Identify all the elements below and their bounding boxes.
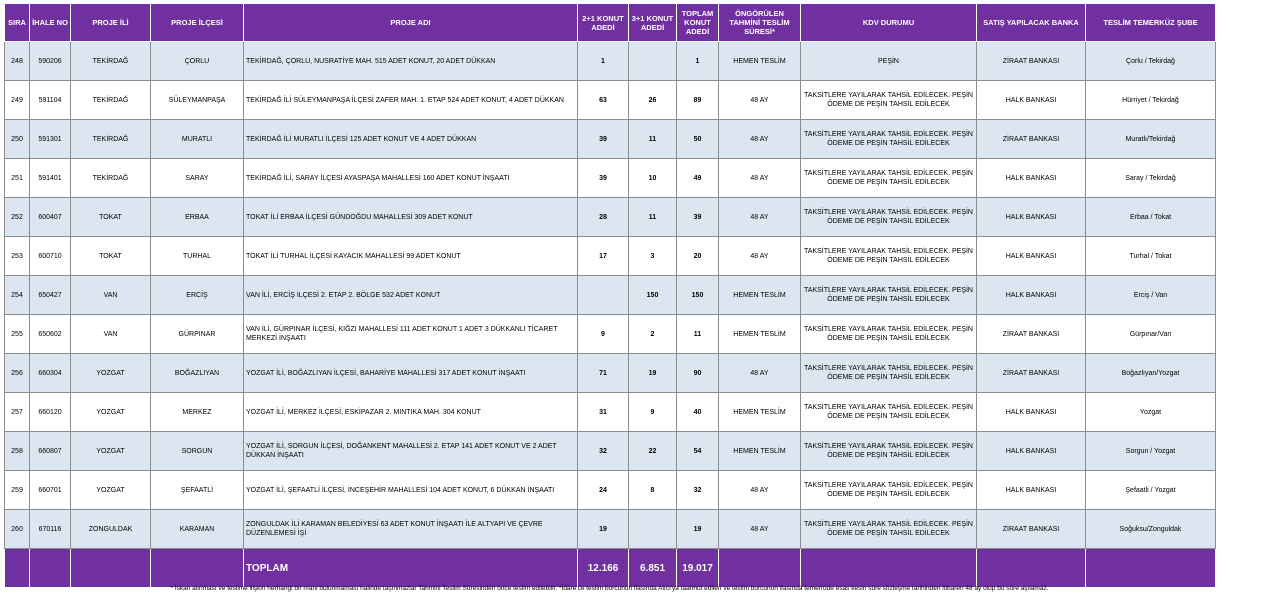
cell-konut-3-1: 26 <box>629 81 677 120</box>
cell-sira: 250 <box>5 120 30 159</box>
cell-ihale-no: 660701 <box>30 471 71 510</box>
cell-konut-3-1: 9 <box>629 393 677 432</box>
cell-toplam-konut: 39 <box>677 198 719 237</box>
header-ihale-no[interactable]: İHALE NO <box>30 4 71 42</box>
cell-kdv-durumu: TAKSİTLERE YAYILARAK TAHSİL EDİLECEK. PEŞİN ÖDEME DE PEŞİN TAHSİL EDİLECEK <box>801 237 977 276</box>
cell-ihale-no: 600407 <box>30 198 71 237</box>
cell-ihale-no: 670116 <box>30 510 71 549</box>
cell-teslim-sube: Yozgat <box>1086 393 1216 432</box>
cell-proje-adi: ZONGULDAK İLİ KARAMAN BELEDİYESİ 63 ADET KONUT İNŞAATI İLE ALTYAPI VE ÇEVRE DÜZENLEMESİ İŞİ <box>244 510 578 549</box>
cell-konut-3-1: 19 <box>629 354 677 393</box>
cell-ihale-no: 600710 <box>30 237 71 276</box>
header-satis-banka[interactable]: SATIŞ YAPILACAK BANKA <box>977 4 1086 42</box>
cell-proje-ilcesi: MERKEZ <box>151 393 244 432</box>
cell-teslim-suresi: 48 AY <box>719 354 801 393</box>
cell-satis-banka: HALK BANKASI <box>977 432 1086 471</box>
cell-konut-2-1: 39 <box>578 159 629 198</box>
cell-kdv-durumu: TAKSİTLERE YAYILARAK TAHSİL EDİLECEK. PEŞİN ÖDEME DE PEŞİN TAHSİL EDİLECEK <box>801 120 977 159</box>
cell-teslim-sube: Muratlı/Tekirdağ <box>1086 120 1216 159</box>
cell-konut-2-1: 39 <box>578 120 629 159</box>
cell-proje-ili: YOZGAT <box>71 432 151 471</box>
cell-teslim-sube: Gürpınar/Van <box>1086 315 1216 354</box>
cell-sira: 258 <box>5 432 30 471</box>
cell-konut-3-1: 11 <box>629 120 677 159</box>
total-cell-blank <box>1086 549 1216 588</box>
cell-proje-ili: TEKİRDAĞ <box>71 159 151 198</box>
cell-kdv-durumu: TAKSİTLERE YAYILARAK TAHSİL EDİLECEK. PEŞİN ÖDEME DE PEŞİN TAHSİL EDİLECEK <box>801 315 977 354</box>
cell-teslim-sube: Hürriyet / Tekirdağ <box>1086 81 1216 120</box>
cell-proje-ilcesi: ERBAA <box>151 198 244 237</box>
cell-proje-ili: VAN <box>71 276 151 315</box>
cell-konut-2-1: 17 <box>578 237 629 276</box>
cell-satis-banka: ZİRAAT BANKASI <box>977 42 1086 81</box>
cell-ihale-no: 591104 <box>30 81 71 120</box>
table-body <box>5 42 1216 549</box>
cell-proje-ilcesi: ŞEFAATLİ <box>151 471 244 510</box>
cell-satis-banka: HALK BANKASI <box>977 159 1086 198</box>
cell-satis-banka: HALK BANKASI <box>977 393 1086 432</box>
cell-konut-2-1: 24 <box>578 471 629 510</box>
cell-satis-banka: ZİRAAT BANKASI <box>977 315 1086 354</box>
cell-konut-3-1 <box>629 510 677 549</box>
cell-kdv-durumu: PEŞİN <box>801 42 977 81</box>
cell-konut-3-1: 2 <box>629 315 677 354</box>
cell-kdv-durumu: TAKSİTLERE YAYILARAK TAHSİL EDİLECEK. PEŞİN ÖDEME DE PEŞİN TAHSİL EDİLECEK <box>801 159 977 198</box>
cell-sira: 249 <box>5 81 30 120</box>
total-cell-blank <box>977 549 1086 588</box>
cell-konut-2-1: 19 <box>578 510 629 549</box>
header-sira[interactable]: SIRA <box>5 4 30 42</box>
cell-toplam-konut: 89 <box>677 81 719 120</box>
cell-konut-3-1: 11 <box>629 198 677 237</box>
total-cell-blank <box>151 549 244 588</box>
table-row[interactable] <box>5 120 1216 159</box>
cell-teslim-suresi: 48 AY <box>719 198 801 237</box>
cell-konut-2-1: 32 <box>578 432 629 471</box>
cell-satis-banka: HALK BANKASI <box>977 81 1086 120</box>
cell-proje-adi: YOZGAT İLİ, BOĞAZLIYAN İLÇESİ, BAHARİYE MAHALLESİ 317 ADET KONUT İNŞAATI <box>244 354 578 393</box>
cell-satis-banka: ZİRAAT BANKASI <box>977 120 1086 159</box>
header-row <box>5 4 1216 42</box>
cell-teslim-sube: Erciş / Van <box>1086 276 1216 315</box>
cell-ihale-no: 591401 <box>30 159 71 198</box>
cell-proje-ilcesi: SORGUN <box>151 432 244 471</box>
cell-proje-adi: TEKİRDAĞ İLİ MURATLI İLÇESİ 125 ADET KONUT VE 4 ADET DÜKKAN <box>244 120 578 159</box>
cell-toplam-konut: 150 <box>677 276 719 315</box>
cell-kdv-durumu: TAKSİTLERE YAYILARAK TAHSİL EDİLECEK. PEŞİN ÖDEME DE PEŞİN TAHSİL EDİLECEK <box>801 198 977 237</box>
cell-sira: 260 <box>5 510 30 549</box>
total-row <box>5 549 1216 588</box>
cell-teslim-sube: Sorgun / Yozgat <box>1086 432 1216 471</box>
footnote: * İskan alınması ve teslime ilişkin herhangi bir mani bulunmaması halinde taşınmazlar Tahmini Teslim Süresinden önce teslim edilebilir. *İdare'ce teslim borcunun ifasında Alıcı'ya taahhüt edilen ve teslim borcunun ifasında temerrüde esas kesin süre sözleşme tarihinden itibaren 48 ay olup bu süre aşılamaz. <box>170 585 1049 592</box>
header-proje-ilcesi[interactable]: PROJE İLÇESİ <box>151 4 244 42</box>
cell-proje-adi: YOZGAT İLİ, ŞEFAATLİ İLÇESİ, İNCEŞEHİR MAHALLESİ 104 ADET KONUT, 6 DÜKKAN İNŞAATI <box>244 471 578 510</box>
cell-toplam-konut: 90 <box>677 354 719 393</box>
cell-satis-banka: ZİRAAT BANKASI <box>977 354 1086 393</box>
cell-proje-adi: TEKİRDAĞ İLİ, SARAY İLÇESİ AYASPAŞA MAHALLESİ 160 ADET KONUT İNŞAATI <box>244 159 578 198</box>
cell-konut-2-1: 1 <box>578 42 629 81</box>
total-cell-blank <box>719 549 801 588</box>
cell-sira: 259 <box>5 471 30 510</box>
cell-sira: 257 <box>5 393 30 432</box>
cell-kdv-durumu: TAKSİTLERE YAYILARAK TAHSİL EDİLECEK. PEŞİN ÖDEME DE PEŞİN TAHSİL EDİLECEK <box>801 81 977 120</box>
cell-proje-adi: VAN İLİ, GÜRPINAR İLÇESİ, KIĞZI MAHALLESİ 111 ADET KONUT 1 ADET 3 DÜKKANLI TİCARET MERKEZİ İNŞAATI <box>244 315 578 354</box>
table-row[interactable] <box>5 510 1216 549</box>
projects-table <box>4 3 1216 588</box>
cell-proje-ilcesi: SÜLEYMANPAŞA <box>151 81 244 120</box>
header-teslim-sube[interactable]: TESLİM TEMERKÜZ ŞUBE <box>1086 4 1216 42</box>
total-cell-blank <box>801 549 977 588</box>
table-row[interactable] <box>5 393 1216 432</box>
cell-teslim-suresi: 48 AY <box>719 120 801 159</box>
cell-teslim-sube: Çorlu / Tekirdağ <box>1086 42 1216 81</box>
cell-proje-ilcesi: TURHAL <box>151 237 244 276</box>
housing-projects-sheet <box>4 3 1215 588</box>
cell-proje-ili: YOZGAT <box>71 471 151 510</box>
cell-sira: 256 <box>5 354 30 393</box>
cell-kdv-durumu: TAKSİTLERE YAYILARAK TAHSİL EDİLECEK. PEŞİN ÖDEME DE PEŞİN TAHSİL EDİLECEK <box>801 471 977 510</box>
cell-teslim-suresi: 48 AY <box>719 81 801 120</box>
cell-proje-adi: TEKİRDAĞ, ÇORLU, NUSRATİYE MAH. 515 ADET KONUT, 20 ADET DÜKKAN <box>244 42 578 81</box>
table-header <box>5 4 1216 42</box>
cell-teslim-suresi: HEMEN TESLİM <box>719 393 801 432</box>
cell-proje-adi: VAN İLİ, ERCİŞ İLÇESİ 2. ETAP 2. BÖLGE 532 ADET KONUT <box>244 276 578 315</box>
cell-teslim-suresi: 48 AY <box>719 510 801 549</box>
cell-konut-3-1: 22 <box>629 432 677 471</box>
cell-proje-ilcesi: ERCİŞ <box>151 276 244 315</box>
cell-konut-3-1: 150 <box>629 276 677 315</box>
table-row[interactable] <box>5 198 1216 237</box>
cell-satis-banka: HALK BANKASI <box>977 237 1086 276</box>
cell-toplam-konut: 40 <box>677 393 719 432</box>
cell-sira: 252 <box>5 198 30 237</box>
cell-konut-2-1: 9 <box>578 315 629 354</box>
cell-teslim-suresi: HEMEN TESLİM <box>719 42 801 81</box>
cell-teslim-suresi: 48 AY <box>719 237 801 276</box>
cell-proje-ili: TEKİRDAĞ <box>71 42 151 81</box>
cell-teslim-sube: Soğuksu/Zonguldak <box>1086 510 1216 549</box>
cell-ihale-no: 660304 <box>30 354 71 393</box>
cell-proje-adi: YOZGAT İLİ, MERKEZ İLÇESİ, ESKİPAZAR 2. MINTIKA MAH. 304 KONUT <box>244 393 578 432</box>
table-row[interactable] <box>5 315 1216 354</box>
cell-proje-ili: TOKAT <box>71 198 151 237</box>
cell-toplam-konut: 49 <box>677 159 719 198</box>
cell-ihale-no: 591301 <box>30 120 71 159</box>
cell-proje-ilcesi: SARAY <box>151 159 244 198</box>
cell-proje-ilcesi: MURATLI <box>151 120 244 159</box>
cell-satis-banka: HALK BANKASI <box>977 276 1086 315</box>
cell-proje-ili: TEKİRDAĞ <box>71 81 151 120</box>
cell-teslim-suresi: 48 AY <box>719 471 801 510</box>
cell-kdv-durumu: TAKSİTLERE YAYILARAK TAHSİL EDİLECEK. PEŞİN ÖDEME DE PEŞİN TAHSİL EDİLECEK <box>801 393 977 432</box>
cell-sira: 255 <box>5 315 30 354</box>
cell-proje-ili: YOZGAT <box>71 354 151 393</box>
header-teslim-suresi[interactable]: ÖNGÖRÜLEN TAHMİNİ TESLİM SÜRESİ* <box>719 4 801 42</box>
table-row[interactable] <box>5 432 1216 471</box>
header-toplam-konut[interactable]: TOPLAM KONUT ADEDİ <box>677 4 719 42</box>
cell-teslim-sube: Turhal / Tokat <box>1086 237 1216 276</box>
cell-sira: 253 <box>5 237 30 276</box>
cell-toplam-konut: 32 <box>677 471 719 510</box>
total-toplam-konut: 19.017 <box>677 549 719 588</box>
cell-satis-banka: HALK BANKASI <box>977 198 1086 237</box>
cell-konut-2-1: 63 <box>578 81 629 120</box>
total-konut-2-1: 12.166 <box>578 549 629 588</box>
table-row[interactable] <box>5 237 1216 276</box>
total-cell-blank <box>71 549 151 588</box>
cell-proje-ilcesi: KARAMAN <box>151 510 244 549</box>
cell-proje-ilcesi: GÜRPINAR <box>151 315 244 354</box>
cell-konut-2-1: 71 <box>578 354 629 393</box>
cell-toplam-konut: 54 <box>677 432 719 471</box>
cell-teslim-sube: Saray / Tekirdağ <box>1086 159 1216 198</box>
header-konut-2-1[interactable]: 2+1 KONUT ADEDİ <box>578 4 629 42</box>
cell-teslim-suresi: HEMEN TESLİM <box>719 432 801 471</box>
table-row[interactable] <box>5 159 1216 198</box>
cell-toplam-konut: 20 <box>677 237 719 276</box>
cell-teslim-suresi: HEMEN TESLİM <box>719 315 801 354</box>
cell-proje-ilcesi: BOĞAZLIYAN <box>151 354 244 393</box>
cell-ihale-no: 660120 <box>30 393 71 432</box>
header-konut-3-1[interactable]: 3+1 KONUT ADEDİ <box>629 4 677 42</box>
cell-ihale-no: 590206 <box>30 42 71 81</box>
cell-toplam-konut: 50 <box>677 120 719 159</box>
total-cell-blank <box>5 549 30 588</box>
cell-konut-3-1: 8 <box>629 471 677 510</box>
cell-ihale-no: 660807 <box>30 432 71 471</box>
cell-proje-ili: YOZGAT <box>71 393 151 432</box>
cell-proje-ilcesi: ÇORLU <box>151 42 244 81</box>
cell-ihale-no: 650602 <box>30 315 71 354</box>
cell-kdv-durumu: TAKSİTLERE YAYILARAK TAHSİL EDİLECEK. PEŞİN ÖDEME DE PEŞİN TAHSİL EDİLECEK <box>801 354 977 393</box>
cell-toplam-konut: 11 <box>677 315 719 354</box>
cell-konut-2-1: 28 <box>578 198 629 237</box>
cell-konut-2-1 <box>578 276 629 315</box>
cell-proje-adi: TOKAT İLİ ERBAA İLÇESİ GÜNDOĞDU MAHALLESİ 309 ADET KONUT <box>244 198 578 237</box>
cell-teslim-sube: Boğazlıyan/Yozgat <box>1086 354 1216 393</box>
cell-sira: 248 <box>5 42 30 81</box>
cell-toplam-konut: 19 <box>677 510 719 549</box>
cell-proje-adi: TOKAT İLİ TURHAL İLÇESİ KAYACIK MAHALLESİ 99 ADET KONUT <box>244 237 578 276</box>
cell-sira: 254 <box>5 276 30 315</box>
cell-proje-adi: YOZGAT İLİ, SORGUN İLÇESİ, DOĞANKENT MAHALLESİ 2. ETAP 141 ADET KONUT VE 2 ADET DÜKKAN İNŞAATI <box>244 432 578 471</box>
cell-teslim-suresi: 48 AY <box>719 159 801 198</box>
table-row[interactable] <box>5 81 1216 120</box>
cell-kdv-durumu: TAKSİTLERE YAYILARAK TAHSİL EDİLECEK. PEŞİN ÖDEME DE PEŞİN TAHSİL EDİLECEK <box>801 432 977 471</box>
cell-proje-ili: TOKAT <box>71 237 151 276</box>
cell-kdv-durumu: TAKSİTLERE YAYILARAK TAHSİL EDİLECEK. PEŞİN ÖDEME DE PEŞİN TAHSİL EDİLECEK <box>801 276 977 315</box>
cell-konut-3-1: 3 <box>629 237 677 276</box>
header-kdv-durumu[interactable]: KDV DURUMU <box>801 4 977 42</box>
table-row[interactable] <box>5 354 1216 393</box>
cell-sira: 251 <box>5 159 30 198</box>
table-row[interactable] <box>5 42 1216 81</box>
total-label: TOPLAM <box>244 549 578 588</box>
cell-kdv-durumu: TAKSİTLERE YAYILARAK TAHSİL EDİLECEK. PEŞİN ÖDEME DE PEŞİN TAHSİL EDİLECEK <box>801 510 977 549</box>
table-row[interactable] <box>5 471 1216 510</box>
cell-konut-3-1 <box>629 42 677 81</box>
total-cell-blank <box>30 549 71 588</box>
cell-toplam-konut: 1 <box>677 42 719 81</box>
cell-teslim-sube: Erbaa / Tokat <box>1086 198 1216 237</box>
cell-konut-3-1: 10 <box>629 159 677 198</box>
cell-teslim-sube: Şefaatli / Yozgat <box>1086 471 1216 510</box>
cell-proje-ili: ZONGULDAK <box>71 510 151 549</box>
cell-teslim-suresi: HEMEN TESLİM <box>719 276 801 315</box>
total-konut-3-1: 6.851 <box>629 549 677 588</box>
cell-satis-banka: ZİRAAT BANKASI <box>977 510 1086 549</box>
cell-satis-banka: HALK BANKASI <box>977 471 1086 510</box>
cell-proje-ili: TEKİRDAĞ <box>71 120 151 159</box>
table-row[interactable] <box>5 276 1216 315</box>
header-proje-ili[interactable]: PROJE İLİ <box>71 4 151 42</box>
cell-proje-adi: TEKİRDAĞ İLİ SÜLEYMANPAŞA İLÇESİ ZAFER MAH. 1. ETAP 524 ADET KONUT, 4 ADET DÜKKAN <box>244 81 578 120</box>
cell-proje-ili: VAN <box>71 315 151 354</box>
cell-konut-2-1: 31 <box>578 393 629 432</box>
cell-ihale-no: 650427 <box>30 276 71 315</box>
header-proje-adi[interactable]: PROJE ADI <box>244 4 578 42</box>
